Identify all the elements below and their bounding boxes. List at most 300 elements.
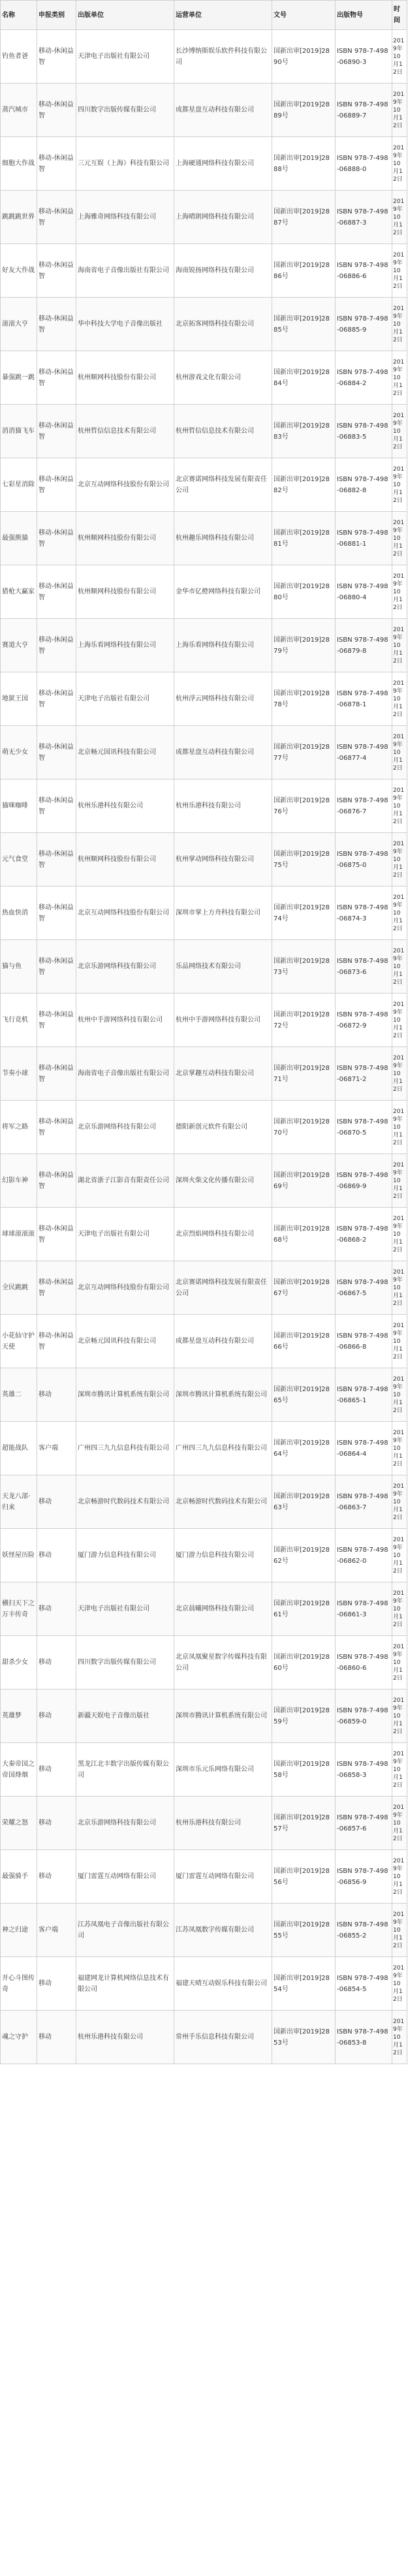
cell-isbn: ISBN 978-7-498-06873-6 xyxy=(336,940,392,994)
cell-isbn: ISBN 978-7-498-06876-7 xyxy=(336,779,392,833)
cell-operator: 常州手乐信息科技有限公司 xyxy=(174,2011,272,2064)
cell-name: 全民跳跳 xyxy=(1,1261,37,1315)
cell-category: 移动-休闲益智 xyxy=(37,244,76,298)
cell-operator: 杭州掌动网络科技有限公司 xyxy=(174,833,272,887)
cell-name: 七彩星消除 xyxy=(1,458,37,512)
cell-time: 2019年10月12日 xyxy=(392,351,407,405)
cell-publisher: 上海乐看网络科技有限公司 xyxy=(76,619,174,672)
table-row xyxy=(1,1047,407,1101)
cell-operator: 江苏凤凰数字传媒有限公司 xyxy=(174,1904,272,1957)
cell-approval-number: 国新出审[2019]2876号 xyxy=(272,779,336,833)
cell-category: 移动-休闲益智 xyxy=(37,940,76,994)
table-row xyxy=(1,1101,407,1154)
table-row xyxy=(1,1529,407,1582)
cell-isbn: ISBN 978-7-498-06877-4 xyxy=(336,726,392,779)
cell-publisher: 杭州顺网科技股份有限公司 xyxy=(76,565,174,619)
cell-time: 2019年10月12日 xyxy=(392,1475,407,1529)
cell-operator: 成都星盘互动科技有限公司 xyxy=(174,726,272,779)
cell-time: 2019年10月12日 xyxy=(392,1315,407,1368)
cell-isbn: ISBN 978-7-498-06888-0 xyxy=(336,137,392,191)
cell-isbn: ISBN 978-7-498-06879-8 xyxy=(336,619,392,672)
cell-name: 元气食堂 xyxy=(1,833,37,887)
cell-publisher: 北京互动网络科技股份有限公司 xyxy=(76,458,174,512)
cell-approval-number: 国新出审[2019]2858号 xyxy=(272,1743,336,1797)
cell-isbn: ISBN 978-7-498-06862-0 xyxy=(336,1529,392,1582)
cell-operator: 厦门游力信息科技有限公司 xyxy=(174,1529,272,1582)
cell-name: 将军之路 xyxy=(1,1101,37,1154)
cell-approval-number: 国新出审[2019]2875号 xyxy=(272,833,336,887)
table-row xyxy=(1,1475,407,1529)
table-row xyxy=(1,672,407,726)
cell-category: 移动 xyxy=(37,1475,76,1529)
cell-name: 最强骑手 xyxy=(1,1850,37,1904)
cell-name: 最强熊猫 xyxy=(1,512,37,565)
table-row xyxy=(1,1154,407,1208)
cell-isbn: ISBN 978-7-498-06856-9 xyxy=(336,1850,392,1904)
cell-isbn: ISBN 978-7-498-06854-5 xyxy=(336,1957,392,2011)
cell-time: 2019年10月12日 xyxy=(392,565,407,619)
cell-publisher: 黑龙江北丰数字出版传媒有限公司 xyxy=(76,1743,174,1797)
cell-isbn: ISBN 978-7-498-06870-5 xyxy=(336,1101,392,1154)
table-row xyxy=(1,244,407,298)
cell-time: 2019年10月12日 xyxy=(392,940,407,994)
header-isbn: 出版物号 xyxy=(336,1,392,30)
cell-approval-number: 国新出审[2019]2861号 xyxy=(272,1582,336,1636)
cell-publisher: 江苏凤凰电子音像出版社有限公司 xyxy=(76,1904,174,1957)
cell-operator: 深圳市乐元乐网络有限公司 xyxy=(174,1743,272,1797)
cell-name: 小花仙守护天使 xyxy=(1,1315,37,1368)
table-row xyxy=(1,2011,407,2064)
cell-operator: 上海硬通网络科技有限公司 xyxy=(174,137,272,191)
cell-isbn: ISBN 978-7-498-06866-8 xyxy=(336,1315,392,1368)
cell-operator: 北京凤凰聚星数字传媒科技有限公司 xyxy=(174,1636,272,1689)
cell-publisher: 四川数字出版传媒有限公司 xyxy=(76,1636,174,1689)
table-row xyxy=(1,1422,407,1475)
cell-category: 移动 xyxy=(37,1743,76,1797)
cell-time: 2019年10月12日 xyxy=(392,1743,407,1797)
cell-time: 2019年10月12日 xyxy=(392,833,407,887)
cell-category: 移动-休闲益智 xyxy=(37,672,76,726)
cell-approval-number: 国新出审[2019]2867号 xyxy=(272,1261,336,1315)
cell-publisher: 北京乐游网络科技有限公司 xyxy=(76,940,174,994)
cell-approval-number: 国新出审[2019]2860号 xyxy=(272,1636,336,1689)
cell-operator: 福建天晴互动娱乐科技有限公司 xyxy=(174,1957,272,2011)
cell-operator: 深圳火柴文化传播有限公司 xyxy=(174,1154,272,1208)
cell-isbn: ISBN 978-7-498-06887-3 xyxy=(336,191,392,244)
cell-publisher: 北京畅游时代数码技术有限公司 xyxy=(76,1475,174,1529)
cell-name: 魂之守护 xyxy=(1,2011,37,2064)
cell-publisher: 广州四三九九信息科技有限公司 xyxy=(76,1422,174,1475)
cell-name: 横扫天下之万丰传奇 xyxy=(1,1582,37,1636)
cell-approval-number: 国新出审[2019]2862号 xyxy=(272,1529,336,1582)
cell-name: 飞行竞机 xyxy=(1,994,37,1047)
cell-publisher: 海南省电子音像出版社有限公司 xyxy=(76,244,174,298)
cell-name: 猫与鱼 xyxy=(1,940,37,994)
cell-operator: 北京拓客网络科技有限公司 xyxy=(174,298,272,351)
cell-isbn: ISBN 978-7-498-06885-9 xyxy=(336,298,392,351)
cell-category: 移动-休闲益智 xyxy=(37,619,76,672)
cell-time: 2019年10月12日 xyxy=(392,619,407,672)
cell-isbn: ISBN 978-7-498-06889-7 xyxy=(336,84,392,137)
cell-time: 2019年10月12日 xyxy=(392,1208,407,1261)
cell-approval-number: 国新出审[2019]2863号 xyxy=(272,1475,336,1529)
cell-category: 移动 xyxy=(37,2011,76,2064)
cell-publisher: 北京乐游网络科技有限公司 xyxy=(76,1101,174,1154)
table-row xyxy=(1,726,407,779)
cell-approval-number: 国新出审[2019]2864号 xyxy=(272,1422,336,1475)
cell-name: 开心斗图传奇 xyxy=(1,1957,37,2011)
cell-operator: 杭州浮云网络科技有限公司 xyxy=(174,672,272,726)
cell-time: 2019年10月12日 xyxy=(392,298,407,351)
table-row xyxy=(1,351,407,405)
cell-time: 2019年10月12日 xyxy=(392,1047,407,1101)
cell-publisher: 上海雅奇网络科技有限公司 xyxy=(76,191,174,244)
cell-name: 英雄梦 xyxy=(1,1689,37,1743)
cell-operator: 金华市亿橙网络科技有限公司 xyxy=(174,565,272,619)
cell-name: 好友大作战 xyxy=(1,244,37,298)
cell-isbn: ISBN 978-7-498-06853-8 xyxy=(336,2011,392,2064)
cell-name: 赛道大亨 xyxy=(1,619,37,672)
table-row xyxy=(1,565,407,619)
cell-name: 萌无少女 xyxy=(1,726,37,779)
cell-approval-number: 国新出审[2019]2856号 xyxy=(272,1850,336,1904)
table-row xyxy=(1,458,407,512)
cell-name: 幻影车神 xyxy=(1,1154,37,1208)
cell-publisher: 四川数字出版传媒有限公司 xyxy=(76,84,174,137)
cell-operator: 北京畅游时代数码技术有限公司 xyxy=(174,1475,272,1529)
cell-name: 球球滚滚滚 xyxy=(1,1208,37,1261)
cell-time: 2019年10月12日 xyxy=(392,1957,407,2011)
cell-operator: 杭州哲信信息技术有限公司 xyxy=(174,405,272,458)
header-operator: 运营单位 xyxy=(174,1,272,30)
cell-isbn: ISBN 978-7-498-06863-7 xyxy=(336,1475,392,1529)
cell-operator: 北京掌趣互动科技有限公司 xyxy=(174,1047,272,1101)
cell-time: 2019年10月12日 xyxy=(392,458,407,512)
cell-publisher: 湖北省浙子江影音有限责任公司 xyxy=(76,1154,174,1208)
cell-isbn: ISBN 978-7-498-06875-0 xyxy=(336,833,392,887)
cell-name: 英雄二 xyxy=(1,1368,37,1422)
cell-approval-number: 国新出审[2019]2868号 xyxy=(272,1208,336,1261)
cell-time: 2019年10月12日 xyxy=(392,1529,407,1582)
cell-isbn: ISBN 978-7-498-06859-0 xyxy=(336,1689,392,1743)
cell-approval-number: 国新出审[2019]2871号 xyxy=(272,1047,336,1101)
cell-category: 移动-休闲益智 xyxy=(37,351,76,405)
cell-category: 移动 xyxy=(37,1636,76,1689)
cell-name: 蒸汽城市 xyxy=(1,84,37,137)
cell-name: 节奏小球 xyxy=(1,1047,37,1101)
table-row xyxy=(1,1797,407,1850)
header-time: 时间 xyxy=(392,1,407,30)
cell-operator: 深圳市腾讯计算机系统有限公司 xyxy=(174,1689,272,1743)
cell-category: 移动 xyxy=(37,1797,76,1850)
cell-name: 热血快消 xyxy=(1,887,37,940)
cell-publisher: 杭州中手游网络科技有限公司 xyxy=(76,994,174,1047)
cell-publisher: 三元互娱（上海）科技有限公司 xyxy=(76,137,174,191)
cell-time: 2019年10月12日 xyxy=(392,1368,407,1422)
cell-time: 2019年10月12日 xyxy=(392,887,407,940)
cell-approval-number: 国新出审[2019]2883号 xyxy=(272,405,336,458)
cell-publisher: 厦门雷霆互动网络有限公司 xyxy=(76,1850,174,1904)
cell-approval-number: 国新出审[2019]2873号 xyxy=(272,940,336,994)
cell-publisher: 天津电子出版社有限公司 xyxy=(76,1208,174,1261)
cell-category: 移动-休闲益智 xyxy=(37,833,76,887)
cell-isbn: ISBN 978-7-498-06858-3 xyxy=(336,1743,392,1797)
header-row xyxy=(1,1,407,30)
cell-approval-number: 国新出审[2019]2889号 xyxy=(272,84,336,137)
table-row xyxy=(1,940,407,994)
cell-approval-number: 国新出审[2019]2859号 xyxy=(272,1689,336,1743)
table-row xyxy=(1,137,407,191)
cell-name: 甜杀少女 xyxy=(1,1636,37,1689)
cell-approval-number: 国新出审[2019]2872号 xyxy=(272,994,336,1047)
cell-isbn: ISBN 978-7-498-06880-4 xyxy=(336,565,392,619)
cell-isbn: ISBN 978-7-498-06860-6 xyxy=(336,1636,392,1689)
table-row xyxy=(1,833,407,887)
cell-approval-number: 国新出审[2019]2879号 xyxy=(272,619,336,672)
table-row xyxy=(1,619,407,672)
cell-approval-number: 国新出审[2019]2870号 xyxy=(272,1101,336,1154)
cell-operator: 杭州乐港科技有限公司 xyxy=(174,779,272,833)
cell-approval-number: 国新出审[2019]2882号 xyxy=(272,458,336,512)
cell-isbn: ISBN 978-7-498-06882-8 xyxy=(336,458,392,512)
cell-operator: 成都星盘互动科技有限公司 xyxy=(174,1315,272,1368)
cell-time: 2019年10月12日 xyxy=(392,30,407,84)
cell-name: 猫咪咖啡 xyxy=(1,779,37,833)
cell-approval-number: 国新出审[2019]2854号 xyxy=(272,1957,336,2011)
cell-publisher: 深圳市腾讯计算机系统有限公司 xyxy=(76,1368,174,1422)
cell-approval-number: 国新出审[2019]2884号 xyxy=(272,351,336,405)
cell-approval-number: 国新出审[2019]2885号 xyxy=(272,298,336,351)
cell-approval-number: 国新出审[2019]2853号 xyxy=(272,2011,336,2064)
cell-time: 2019年10月12日 xyxy=(392,672,407,726)
cell-operator: 杭州趣乐网络科技有限公司 xyxy=(174,512,272,565)
cell-publisher: 天津电子出版社有限公司 xyxy=(76,1582,174,1636)
cell-approval-number: 国新出审[2019]2874号 xyxy=(272,887,336,940)
cell-approval-number: 国新出审[2019]2886号 xyxy=(272,244,336,298)
cell-isbn: ISBN 978-7-498-06867-5 xyxy=(336,1261,392,1315)
table-row xyxy=(1,1261,407,1315)
header-publisher: 出版单位 xyxy=(76,1,174,30)
cell-isbn: ISBN 978-7-498-06884-2 xyxy=(336,351,392,405)
cell-time: 2019年10月12日 xyxy=(392,1101,407,1154)
cell-publisher: 华中科技大学电子音像出版社 xyxy=(76,298,174,351)
cell-category: 移动-休闲益智 xyxy=(37,512,76,565)
cell-publisher: 天津电子出版社有限公司 xyxy=(76,30,174,84)
cell-isbn: ISBN 978-7-498-06864-4 xyxy=(336,1422,392,1475)
table-row xyxy=(1,1904,407,1957)
cell-publisher: 北京畅元国讯科技有限公司 xyxy=(76,1315,174,1368)
cell-time: 2019年10月12日 xyxy=(392,779,407,833)
cell-category: 移动-休闲益智 xyxy=(37,1047,76,1101)
cell-time: 2019年10月12日 xyxy=(392,1636,407,1689)
cell-operator: 杭州中手游网络科技有限公司 xyxy=(174,994,272,1047)
cell-category: 移动 xyxy=(37,1850,76,1904)
table-row xyxy=(1,994,407,1047)
cell-category: 移动 xyxy=(37,1957,76,2011)
cell-approval-number: 国新出审[2019]2881号 xyxy=(272,512,336,565)
cell-category: 移动-休闲益智 xyxy=(37,298,76,351)
cell-time: 2019年10月12日 xyxy=(392,191,407,244)
cell-category: 移动-休闲益智 xyxy=(37,1315,76,1368)
cell-time: 2019年10月12日 xyxy=(392,1850,407,1904)
cell-time: 2019年10月12日 xyxy=(392,1154,407,1208)
header-approval-number: 文号 xyxy=(272,1,336,30)
table-row xyxy=(1,405,407,458)
cell-approval-number: 国新出审[2019]2890号 xyxy=(272,30,336,84)
cell-time: 2019年10月12日 xyxy=(392,1904,407,1957)
table-row xyxy=(1,1957,407,2011)
cell-operator: 上海乐看网络科技有限公司 xyxy=(174,619,272,672)
cell-isbn: ISBN 978-7-498-06872-9 xyxy=(336,994,392,1047)
cell-isbn: ISBN 978-7-498-06881-1 xyxy=(336,512,392,565)
cell-time: 2019年10月12日 xyxy=(392,137,407,191)
cell-publisher: 新疆天娱电子音像出版社 xyxy=(76,1689,174,1743)
table-body xyxy=(1,30,407,2064)
cell-category: 移动-休闲益智 xyxy=(37,1208,76,1261)
cell-category: 移动-休闲益智 xyxy=(37,30,76,84)
cell-category: 移动 xyxy=(37,1689,76,1743)
table-row xyxy=(1,1368,407,1422)
cell-name: 消消猫飞车 xyxy=(1,405,37,458)
cell-publisher: 杭州顺网科技股份有限公司 xyxy=(76,833,174,887)
cell-time: 2019年10月12日 xyxy=(392,994,407,1047)
cell-operator: 长沙博纳斯娱乐软件科技有限公司 xyxy=(174,30,272,84)
cell-publisher: 北京乐游网络科技有限公司 xyxy=(76,1797,174,1850)
cell-operator: 乐品网络技术有限公司 xyxy=(174,940,272,994)
cell-name: 妖怪屋历险 xyxy=(1,1529,37,1582)
cell-name: 大秦帝国之帝国烽烟 xyxy=(1,1743,37,1797)
cell-publisher: 杭州乐港科技有限公司 xyxy=(76,779,174,833)
cell-approval-number: 国新出审[2019]2880号 xyxy=(272,565,336,619)
cell-name: 猎枪大赢家 xyxy=(1,565,37,619)
cell-category: 客户端 xyxy=(37,1422,76,1475)
cell-publisher: 杭州顺网科技股份有限公司 xyxy=(76,512,174,565)
cell-time: 2019年10月12日 xyxy=(392,1582,407,1636)
cell-name: 荣耀之怒 xyxy=(1,1797,37,1850)
table-row xyxy=(1,1636,407,1689)
cell-operator: 海南锐扬网络科技有限公司 xyxy=(174,244,272,298)
cell-operator: 深圳市掌上方舟科技有限公司 xyxy=(174,887,272,940)
cell-approval-number: 国新出审[2019]2877号 xyxy=(272,726,336,779)
cell-isbn: ISBN 978-7-498-06861-3 xyxy=(336,1582,392,1636)
cell-name: 超能战队 xyxy=(1,1422,37,1475)
cell-time: 2019年10月12日 xyxy=(392,244,407,298)
cell-time: 2019年10月12日 xyxy=(392,1422,407,1475)
table-row xyxy=(1,191,407,244)
cell-name: 神之归途 xyxy=(1,1904,37,1957)
table-row xyxy=(1,887,407,940)
cell-operator: 杭州游戏文化有限公司 xyxy=(174,351,272,405)
cell-isbn: ISBN 978-7-498-06855-2 xyxy=(336,1904,392,1957)
cell-approval-number: 国新出审[2019]2869号 xyxy=(272,1154,336,1208)
cell-publisher: 福建网龙计算机网络信息技术有限公司 xyxy=(76,1957,174,2011)
cell-name: 滚滚大亨 xyxy=(1,298,37,351)
cell-category: 移动-休闲益智 xyxy=(37,994,76,1047)
table-row xyxy=(1,84,407,137)
cell-time: 2019年10月12日 xyxy=(392,1797,407,1850)
cell-time: 2019年10月12日 xyxy=(392,1261,407,1315)
cell-approval-number: 国新出审[2019]2887号 xyxy=(272,191,336,244)
cell-time: 2019年10月12日 xyxy=(392,84,407,137)
cell-isbn: ISBN 978-7-498-06890-3 xyxy=(336,30,392,84)
cell-time: 2019年10月12日 xyxy=(392,405,407,458)
cell-category: 移动-休闲益智 xyxy=(37,565,76,619)
cell-category: 移动-休闲益智 xyxy=(37,887,76,940)
cell-operator: 北京赛诺网络科技发展有限责任公司 xyxy=(174,458,272,512)
table-row xyxy=(1,1689,407,1743)
cell-time: 2019年10月12日 xyxy=(392,512,407,565)
cell-publisher: 海南省电子音像出版社有限公司 xyxy=(76,1047,174,1101)
cell-category: 移动 xyxy=(37,1529,76,1582)
cell-category: 移动 xyxy=(37,1368,76,1422)
header-category: 申报类别 xyxy=(37,1,76,30)
table-row xyxy=(1,1850,407,1904)
cell-category: 客户端 xyxy=(37,1904,76,1957)
cell-isbn: ISBN 978-7-498-06871-2 xyxy=(336,1047,392,1101)
cell-time: 2019年10月12日 xyxy=(392,726,407,779)
cell-name: 钓鱼者爸 xyxy=(1,30,37,84)
cell-publisher: 北京互动网络科技股份有限公司 xyxy=(76,887,174,940)
table-row xyxy=(1,1315,407,1368)
cell-category: 移动-休闲益智 xyxy=(37,726,76,779)
cell-time: 2019年10月12日 xyxy=(392,1689,407,1743)
cell-operator: 北京赛诺网络科技发展有限责任公司 xyxy=(174,1261,272,1315)
cell-isbn: ISBN 978-7-498-06868-2 xyxy=(336,1208,392,1261)
cell-category: 移动-休闲益智 xyxy=(37,779,76,833)
cell-operator: 德阳新创元软件有限公司 xyxy=(174,1101,272,1154)
cell-publisher: 北京互动网络科技股份有限公司 xyxy=(76,1261,174,1315)
table-row xyxy=(1,1743,407,1797)
cell-category: 移动-休闲益智 xyxy=(37,84,76,137)
cell-name: 地狱王国 xyxy=(1,672,37,726)
cell-name: 细胞大作战 xyxy=(1,137,37,191)
cell-publisher: 杭州哲信信息技术有限公司 xyxy=(76,405,174,458)
cell-operator: 杭州乐港科技有限公司 xyxy=(174,1797,272,1850)
cell-category: 移动-休闲益智 xyxy=(37,1154,76,1208)
header-name: 名称 xyxy=(1,1,37,30)
cell-isbn: ISBN 978-7-498-06886-6 xyxy=(336,244,392,298)
cell-category: 移动-休闲益智 xyxy=(37,191,76,244)
cell-category: 移动 xyxy=(37,1582,76,1636)
cell-name: 跳跳跳世界 xyxy=(1,191,37,244)
cell-operator: 深圳市腾讯计算机系统有限公司 xyxy=(174,1368,272,1422)
cell-operator: 厦门雷霆互动网络有限公司 xyxy=(174,1850,272,1904)
cell-publisher: 天津电子出版社有限公司 xyxy=(76,672,174,726)
cell-approval-number: 国新出审[2019]2857号 xyxy=(272,1797,336,1850)
cell-publisher: 杭州乐港科技有限公司 xyxy=(76,2011,174,2064)
cell-time: 2019年10月12日 xyxy=(392,2011,407,2064)
table-row xyxy=(1,30,407,84)
cell-approval-number: 国新出审[2019]2866号 xyxy=(272,1315,336,1368)
cell-isbn: ISBN 978-7-498-06865-1 xyxy=(336,1368,392,1422)
cell-category: 移动-休闲益智 xyxy=(37,137,76,191)
cell-approval-number: 国新出审[2019]2878号 xyxy=(272,672,336,726)
table-row xyxy=(1,779,407,833)
cell-operator: 广州四三九九信息科技有限公司 xyxy=(174,1422,272,1475)
cell-operator: 上海晴朗网络科技有限公司 xyxy=(174,191,272,244)
cell-publisher: 北京畅元国讯科技有限公司 xyxy=(76,726,174,779)
cell-operator: 北京晨曦网络科技有限公司 xyxy=(174,1582,272,1636)
cell-approval-number: 国新出审[2019]2855号 xyxy=(272,1904,336,1957)
table-row xyxy=(1,512,407,565)
cell-operator: 成都星盘互动科技有限公司 xyxy=(174,84,272,137)
cell-operator: 北京烈焰网络科技有限公司 xyxy=(174,1208,272,1261)
cell-category: 移动-休闲益智 xyxy=(37,405,76,458)
cell-isbn: ISBN 978-7-498-06878-1 xyxy=(336,672,392,726)
cell-approval-number: 国新出审[2019]2888号 xyxy=(272,137,336,191)
table-row xyxy=(1,1208,407,1261)
cell-name: 暴强跳一跳 xyxy=(1,351,37,405)
